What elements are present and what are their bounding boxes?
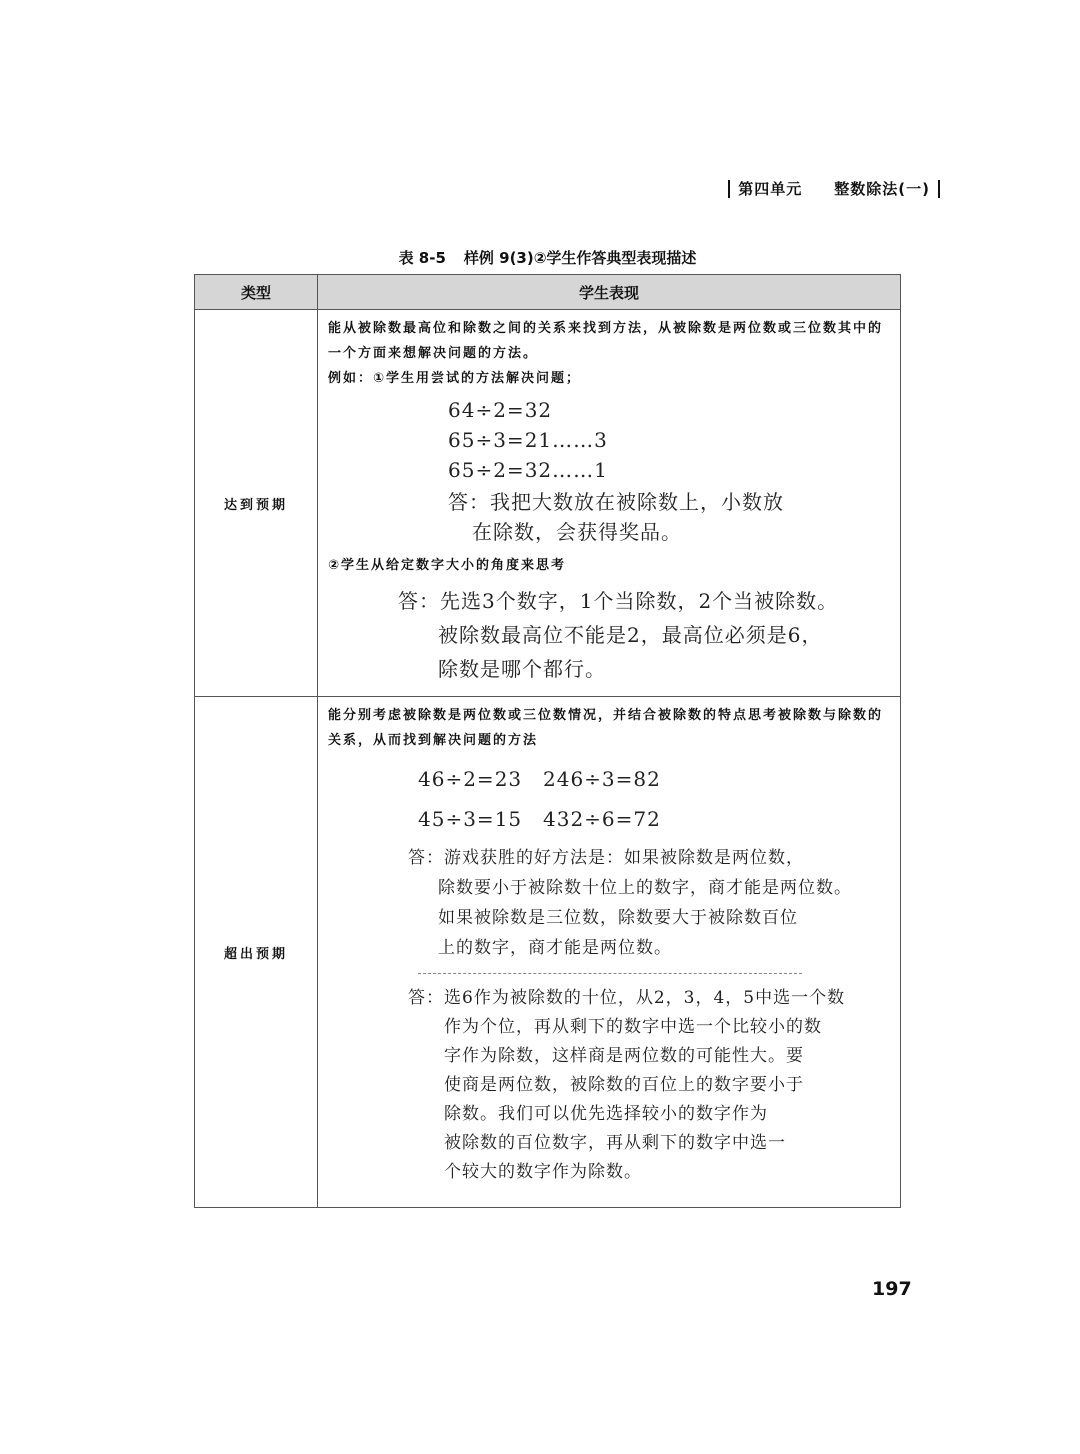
header-title: 整数除法(一): [834, 180, 930, 198]
answer-line: 除数要小于被除数十位上的数字，商才能是两位数。: [438, 878, 852, 898]
meets-sub-2: ②学生从给定数字大小的角度来思考: [328, 558, 567, 573]
row-type-meets: 达到预期: [195, 310, 318, 697]
answer-line: 被除数最高位不能是2，最高位必须是6，: [438, 623, 823, 647]
equation: 65÷2=32……1: [448, 458, 608, 482]
answer-line: 除数。我们可以优先选择较小的数字作为: [444, 1104, 768, 1124]
equation: 246÷3=82: [543, 767, 661, 791]
answer-line: 被除数的百位数字，再从剩下的数字中选一: [444, 1133, 786, 1153]
answer-line: 字作为除数，这样商是两位数的可能性大。要: [444, 1046, 804, 1066]
answer-line: 答：先选3个数字，1个当除数，2个当被除数。: [398, 589, 839, 613]
meets-answer-2: [398, 584, 892, 686]
dashed-divider: [418, 973, 802, 974]
equation: 65÷3=21……3: [448, 428, 608, 452]
answer-line: 答：选6作为被除数的十位，从2，3，4，5中选一个数: [408, 988, 846, 1008]
table-row: [195, 697, 901, 1208]
page-number: 197: [872, 1278, 912, 1300]
exceeds-answer-1: [408, 843, 892, 963]
header-bar-left: [728, 180, 730, 198]
answer-line: 答：我把大数放在被除数上，小数放: [448, 490, 784, 514]
answer-line: 上的数字，商才能是两位数。: [438, 938, 672, 958]
table-header-row: [195, 275, 901, 310]
answer-line: 在除数，会获得奖品。: [472, 520, 682, 544]
header-bar-right: [938, 180, 940, 198]
table-caption: [194, 247, 901, 268]
row-content-exceeds: [318, 697, 901, 1208]
performance-table: [194, 274, 901, 1208]
meets-description: 能从被除数最高位和除数之间的关系来找到方法，从被除数是两位数或三位数其中的一个方面来想解决问题的方法。: [328, 321, 884, 361]
meets-answer-1: [448, 487, 892, 547]
equation: 432÷6=72: [543, 807, 661, 831]
answer-line: 作为个位，再从剩下的数字中选一个比较小的数: [444, 1017, 822, 1037]
exceeds-answer-2: [408, 984, 892, 1187]
equation-row: [418, 759, 892, 799]
answer-line: 使商是两位数，被除数的百位上的数字要小于: [444, 1075, 804, 1095]
equation: 46÷2=23: [418, 767, 523, 791]
answer-line: 个较大的数字作为除数。: [444, 1162, 642, 1182]
table-row: [195, 310, 901, 697]
exceeds-description: 能分别考虑被除数是两位数或三位数情况，并结合被除数的特点思考被除数与除数的关系，从而找到解决问题的方法: [328, 708, 884, 748]
equation: 64÷2=32: [448, 398, 553, 422]
answer-line: 除数是哪个都行。: [438, 657, 606, 681]
equation-row: [418, 799, 892, 839]
column-header-type: 类型: [195, 275, 318, 310]
meets-equations: [448, 395, 892, 485]
meets-example-intro: 例如：①学生用尝试的方法解决问题；: [328, 371, 582, 386]
row-type-exceeds: 超出预期: [195, 697, 318, 1208]
table-number: 表 8-5: [398, 249, 446, 267]
answer-line: 如果被除数是三位数，除数要大于被除数百位: [438, 908, 798, 928]
exceeds-equations: [418, 759, 892, 839]
table-title: 样例 9(3)②学生作答典型表现描述: [463, 249, 697, 267]
column-header-performance: 学生表现: [318, 275, 901, 310]
header-unit: 第四单元: [738, 180, 803, 198]
row-content-meets: [318, 310, 901, 697]
answer-line: 答：游戏获胜的好方法是：如果被除数是两位数，: [408, 848, 804, 868]
running-header: [728, 178, 940, 199]
equation: 45÷3=15: [418, 807, 523, 831]
